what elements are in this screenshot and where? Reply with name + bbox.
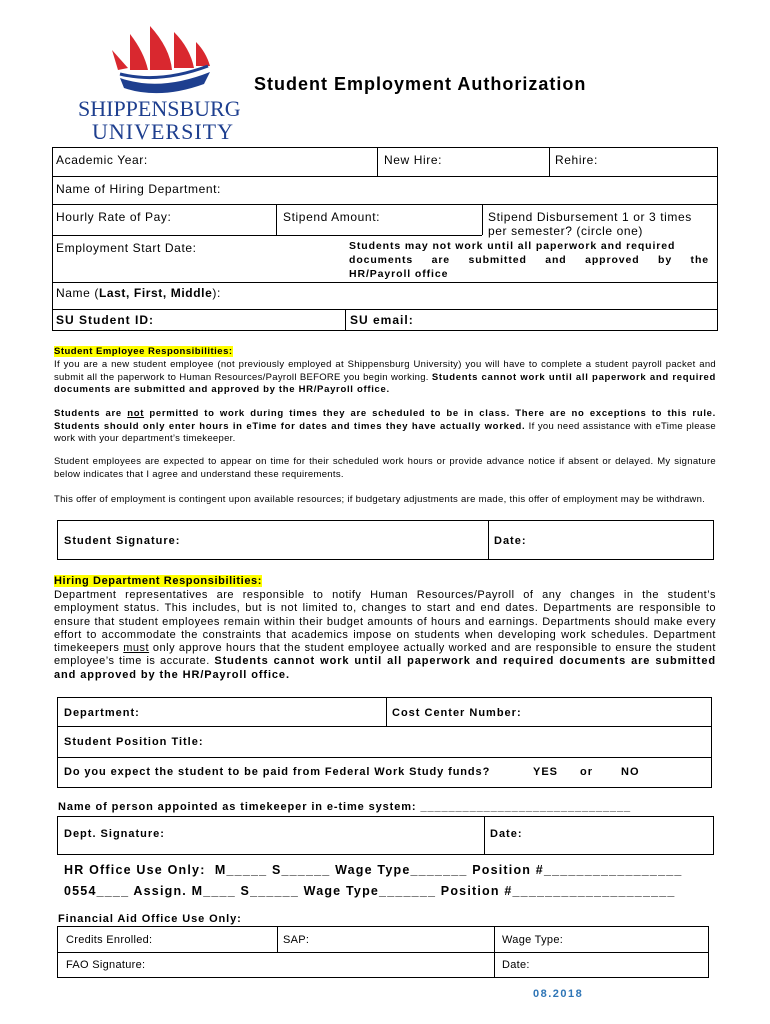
paperwork-warning-line3: HR/Payroll office bbox=[349, 268, 449, 280]
page-title: Student Employment Authorization bbox=[254, 74, 587, 94]
student-paragraph-2: Students are not permitted to work during times they are scheduled to be in class. There are no exceptions to this rule. Students should only enter hours in eTime for dates and times they have actually worked. If you need assistance with eTime please work with your department’s timekeeper. bbox=[54, 408, 716, 444]
fao-signature-field[interactable]: FAO Signature: bbox=[66, 959, 146, 971]
cost-center-field[interactable]: Cost Center Number: bbox=[392, 707, 522, 719]
paperwork-warning-line1: Students may not work until all paperwork and required bbox=[349, 240, 676, 252]
university-logo bbox=[78, 20, 248, 144]
student-date-field[interactable]: Date: bbox=[494, 535, 527, 547]
stipend-disbursement-line1[interactable]: Stipend Disbursement 1 or 3 times bbox=[488, 210, 692, 224]
hr-office-line-2[interactable]: 0554____ Assign. M____ S______ Wage Type_______ Position #____________________ bbox=[64, 884, 676, 898]
federal-work-study-yes[interactable]: YES bbox=[533, 766, 559, 778]
federal-work-study-question: Do you expect the student to be paid from Federal Work Study funds? bbox=[64, 766, 491, 778]
ship-logo-icon bbox=[100, 20, 220, 100]
stipend-disbursement-line2: per semester? (circle one) bbox=[488, 224, 643, 238]
su-student-id-field[interactable]: SU Student ID: bbox=[56, 313, 154, 327]
student-paragraph-1: If you are a new student employee (not previously employed at Shippensburg University) you will have to complete a student payroll packet and submit all the paperwork to Human Resources/Payroll BEFORE you begin working. Students cannot work until all paperwork and required documents are submitted and approved by the HR/Payroll office. bbox=[54, 359, 716, 395]
department-field[interactable]: Department: bbox=[64, 707, 140, 719]
wage-type-field[interactable]: Wage Type: bbox=[502, 934, 564, 946]
employment-info-form bbox=[52, 147, 718, 331]
su-email-field[interactable]: SU email: bbox=[350, 313, 414, 327]
federal-work-study-or: or bbox=[580, 766, 593, 778]
department-responsibilities-heading: Hiring Department Responsibilities: bbox=[54, 575, 263, 587]
credits-enrolled-field[interactable]: Credits Enrolled: bbox=[66, 934, 153, 946]
student-responsibilities-heading: Student Employee Responsibilities: bbox=[54, 346, 233, 357]
dept-signature-field[interactable]: Dept. Signature: bbox=[64, 828, 165, 840]
logo-text-line1: SHIPPENSBURG bbox=[78, 96, 241, 121]
sap-field[interactable]: SAP: bbox=[283, 934, 310, 946]
dept-date-field[interactable]: Date: bbox=[490, 828, 523, 840]
fao-date-field[interactable]: Date: bbox=[502, 959, 530, 971]
hiring-department-field[interactable]: Name of Hiring Department: bbox=[56, 182, 221, 196]
paperwork-warning-line2: documents are submitted and approved by the bbox=[349, 254, 709, 266]
position-title-field[interactable]: Student Position Title: bbox=[64, 736, 204, 748]
hr-office-line-1[interactable]: HR Office Use Only: M_____ S______ Wage Type_______ Position #_________________ bbox=[64, 863, 683, 877]
form-version: 08.2018 bbox=[533, 988, 584, 1000]
student-paragraph-3: Student employees are expected to appear on time for their scheduled work hours or provide advance notice if absent or delayed. My signature below indicates that I agree and understand these requirements. bbox=[54, 456, 716, 480]
federal-work-study-no[interactable]: NO bbox=[621, 766, 640, 778]
fao-heading: Financial Aid Office Use Only: bbox=[58, 913, 242, 925]
start-date-field[interactable]: Employment Start Date: bbox=[56, 241, 197, 255]
hourly-rate-field[interactable]: Hourly Rate of Pay: bbox=[56, 210, 172, 224]
name-label-format: Last, First, Middle bbox=[98, 286, 213, 300]
timekeeper-field[interactable]: Name of person appointed as timekeeper in e-time system: ______________________________ bbox=[58, 801, 631, 813]
student-name-field[interactable] bbox=[56, 286, 221, 300]
name-label-prefix: Name ( bbox=[56, 286, 99, 300]
name-label-suffix: ): bbox=[212, 286, 221, 300]
student-paragraph-4: This offer of employment is contingent upon available resources; if budgetary adjustments are made, this offer of employment may be withdrawn. bbox=[54, 494, 706, 505]
new-hire-field[interactable]: New Hire: bbox=[384, 153, 443, 167]
stipend-amount-field[interactable]: Stipend Amount: bbox=[283, 210, 381, 224]
department-paragraph: Department representatives are responsible to notify Human Resources/Payroll of any changes in the student’s employment status. This includes, but is not limited to, changes to start and end dates. Departments are responsible to ensure that student employees remain within their budget amounts of hours and earnings. Departments should make every effort to accommodate the constraints that academics impose on students when developing work schedules. Department timekeepers must only approve hours that the student employee actually worked and are responsible to ensure the student employee’s time is accurate. Students cannot work until all paperwork and required documents are submitted and approved by the HR/Payroll office. bbox=[54, 589, 716, 681]
rehire-field[interactable]: Rehire: bbox=[555, 153, 598, 167]
student-signature-field[interactable]: Student Signature: bbox=[64, 535, 181, 547]
academic-year-field[interactable]: Academic Year: bbox=[56, 153, 148, 167]
logo-text-line2: UNIVERSITY bbox=[92, 119, 234, 144]
